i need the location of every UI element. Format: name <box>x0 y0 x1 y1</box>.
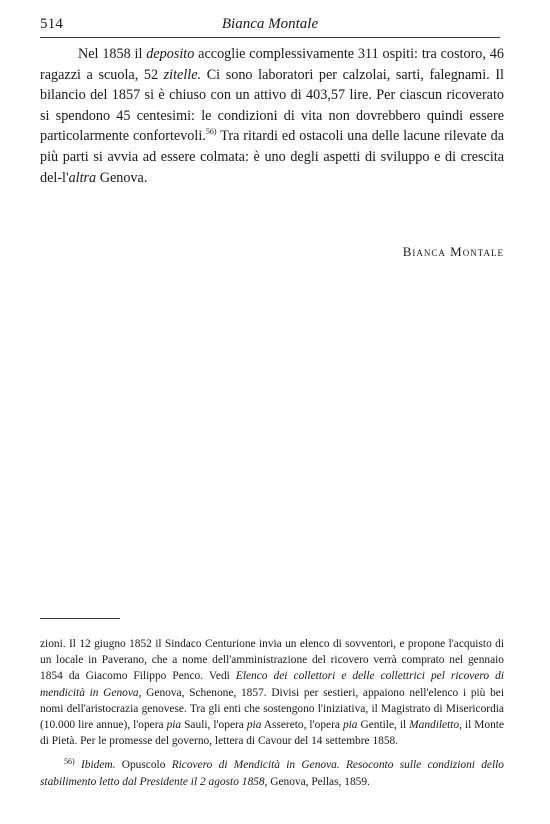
body-text-run: accoglie complessivamente 311 ospiti: tra costoro, 46 ragazzi a scuola, 52 <box>40 46 504 83</box>
footnote-italic-title: Elenco dei collettori e delle collettrici pel ricovero di mendicità in Genova, <box>40 670 504 699</box>
footnote-italic-word: pia <box>342 719 358 732</box>
footnote-italic-word: Ibidem. <box>80 759 116 772</box>
footnote-italic-word: Mandiletto, <box>409 719 462 732</box>
body-text-run: Tra ritardi ed ostacoli una delle lacune rilevate da più parti si avvia ad essere colmata: è uno degli aspetti di sviluppo e di crescita del-l' <box>40 128 505 186</box>
header-rule <box>40 37 500 38</box>
body-text-run: Genova. <box>96 169 148 186</box>
footnote-marker: 56) <box>64 757 75 767</box>
italic-term-deposito: deposito <box>146 46 195 62</box>
footnote-text-run: Genova, Schenone, 1857. Divisi per sestieri, appaiono nell'elenco i più bei nomi dell'aristocrazia genovese. Tra gli enti che sostengono l'iniziativa, il Magistrato di Misericordia (10.000 lire annue), l'opera <box>40 686 504 732</box>
footnote-text-run: Opuscolo <box>115 759 172 772</box>
body-paragraph <box>40 44 504 188</box>
author-signature: Bianca Montale <box>402 244 504 259</box>
page-header <box>40 16 500 36</box>
body-text-run: Ci sono laboratori per calzolai, sarti, falegnami. Il bilancio del 1857 si è chiuso con un attivo di 403,57 lire. Per ciascun ricoverato si spendono 45 centesimi: le condizioni di vita non dovrebbero quindi essere particolarmente confortevoli. <box>40 66 504 145</box>
italic-term-altra: altra <box>68 169 97 186</box>
footnote-text-run: Sauli, l'opera <box>181 719 247 732</box>
italic-term-zitelle: zitelle. <box>163 66 202 83</box>
footnote-reference: 56) <box>205 127 217 137</box>
footnote-text-run: Genova, Pellas, 1859. <box>267 775 370 788</box>
footnote-continued <box>40 636 504 749</box>
footnote-56 <box>40 757 504 789</box>
body-text-run: Nel 1858 il <box>78 46 147 62</box>
footnote-italic-word: pia <box>166 719 182 732</box>
running-title: Bianca Montale <box>221 16 319 32</box>
footnote-text-run: Assereto, l'opera <box>261 719 343 732</box>
footnote-text-run: Gentile, il <box>357 719 410 732</box>
footnote-italic-title: Ricovero di Mendicità in Genova. Resoconto sulle condizioni dello stabilimento letto dal Presidente il 2 agosto 1858, <box>40 759 505 788</box>
footnote-italic-word: pia <box>246 719 262 732</box>
footnote-text-run: il Monte di Pietà. Per le promesse del governo, lettera di Cavour del 14 settembre 1858. <box>40 719 505 748</box>
body-text <box>40 44 504 188</box>
page-number: 514 <box>40 16 64 32</box>
footnote-rule <box>40 618 120 619</box>
footnotes <box>40 636 504 790</box>
footnote-text-run: zioni. Il 12 giugno 1852 il Sindaco Centurione invia un elenco di sovventori, e propone l'acquisto di un locale in Paverano, che a nome dell'amministrazione del ricovero verrà comprato nel gennaio 1854 da Giacomo Filippo Penco. Vedi <box>40 638 504 683</box>
